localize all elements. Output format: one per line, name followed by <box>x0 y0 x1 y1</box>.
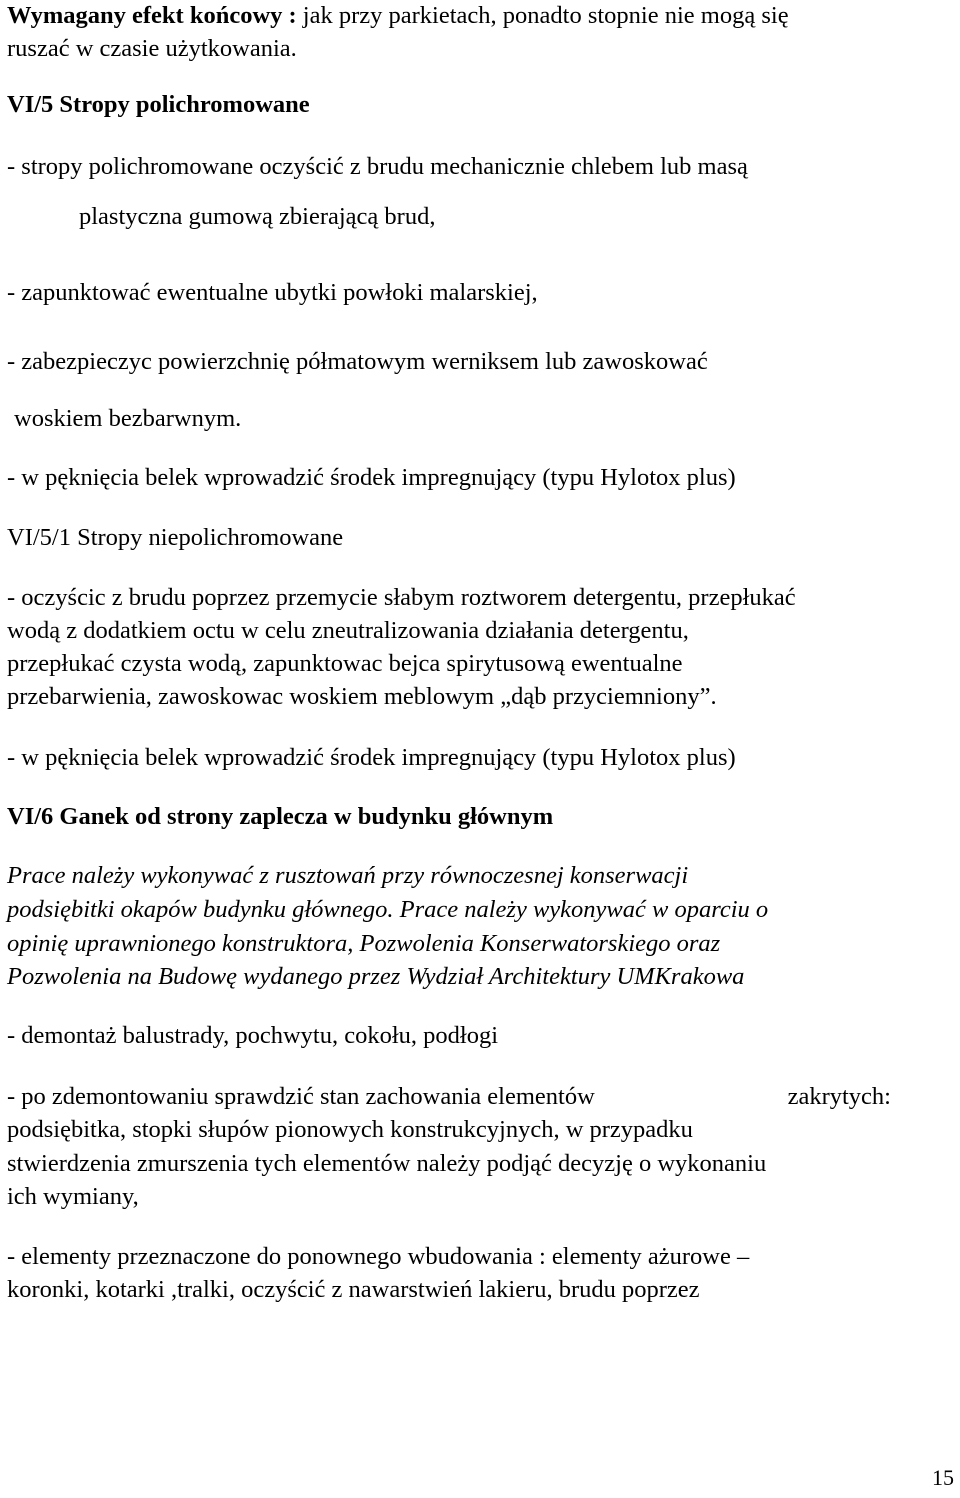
vi51-para-line4: przebarwienia, zawoskowac woskiem meblowym „dąb przyciemniony”. <box>7 683 717 710</box>
vi6-item2-line1-left: - po zdemontowaniu sprawdzić stan zachowania elementów <box>7 1083 595 1110</box>
vi6-italic-line2: podsiębitki okapów budynku głównego. Prace należy wykonywać w oparciu o <box>7 896 769 923</box>
vi6-item2-line1-right: zakrytych: <box>787 1083 891 1110</box>
vi6-italic-line4: Pozwolenia na Budowę wydanego przez Wydział Architektury UMKrakowa <box>7 963 745 990</box>
heading-vi51: VI/5/1 Stropy niepolichromowane <box>7 524 344 551</box>
intro-line-2: ruszać w czasie użytkowania. <box>7 35 297 62</box>
vi51-para-line1: - oczyścic z brudu poprzez przemycie słabym roztworem detergentu, przepłukać <box>7 584 796 611</box>
intro-line-1 <box>7 0 789 32</box>
vi5-item2: - zapunktować ewentualne ubytki powłoki malarskiej, <box>7 279 538 306</box>
vi5-item1-line2: plastyczna gumową zbierającą brud, <box>79 203 436 230</box>
vi51-para-line3: przepłukać czysta wodą, zapunktowac bejca spirytusową ewentualne <box>7 650 683 677</box>
heading-vi5: VI/5 Stropy polichromowane <box>7 91 310 118</box>
vi5-item3-line1: - zabezpieczyc powierzchnię półmatowym werniksem lub zawoskować <box>7 348 708 375</box>
vi6-item2-line1 <box>7 1080 891 1113</box>
vi6-item2-line2: podsiębitka, stopki słupów pionowych konstrukcyjnych, w przypadku <box>7 1116 693 1143</box>
intro-lead-text: jak przy parkietach, ponadto stopnie nie mogą się <box>296 2 789 29</box>
vi5-item3-line2: woskiem bezbarwnym. <box>14 405 242 432</box>
vi51-item2: - w pęknięcia belek wprowadzić środek impregnujący (typu Hylotox plus) <box>7 744 736 771</box>
vi51-para-line2: wodą z dodatkiem octu w celu zneutralizowania działania detergentu, <box>7 617 689 644</box>
vi5-item1-line1: - stropy polichromowane oczyścić z brudu mechanicznie chlebem lub masą <box>7 153 748 180</box>
intro-lead-label: Wymagany efekt końcowy : <box>7 2 297 29</box>
vi6-item2-line4: ich wymiany, <box>7 1183 139 1210</box>
page-number: 15 <box>932 1465 954 1490</box>
vi6-item3-line1: - elementy przeznaczone do ponownego wbudowania : elementy ażurowe – <box>7 1243 750 1270</box>
vi6-item2-line3: stwierdzenia zmurszenia tych elementów należy podjąć decyzję o wykonaniu <box>7 1150 767 1177</box>
vi6-item1: - demontaż balustrady, pochwytu, cokołu, podłogi <box>7 1022 499 1049</box>
vi6-italic-line3: opinię uprawnionego konstruktora, Pozwolenia Konserwatorskiego oraz <box>7 930 721 957</box>
vi6-italic-line1: Prace należy wykonywać z rusztowań przy równoczesnej konserwacji <box>7 862 689 889</box>
vi6-item3-line2: koronki, kotarki ,tralki, oczyścić z nawarstwień lakieru, brudu poprzez <box>7 1276 700 1303</box>
heading-vi6: VI/6 Ganek od strony zaplecza w budynku głównym <box>7 803 554 830</box>
vi5-item4: - w pęknięcia belek wprowadzić środek impregnujący (typu Hylotox plus) <box>7 464 736 491</box>
